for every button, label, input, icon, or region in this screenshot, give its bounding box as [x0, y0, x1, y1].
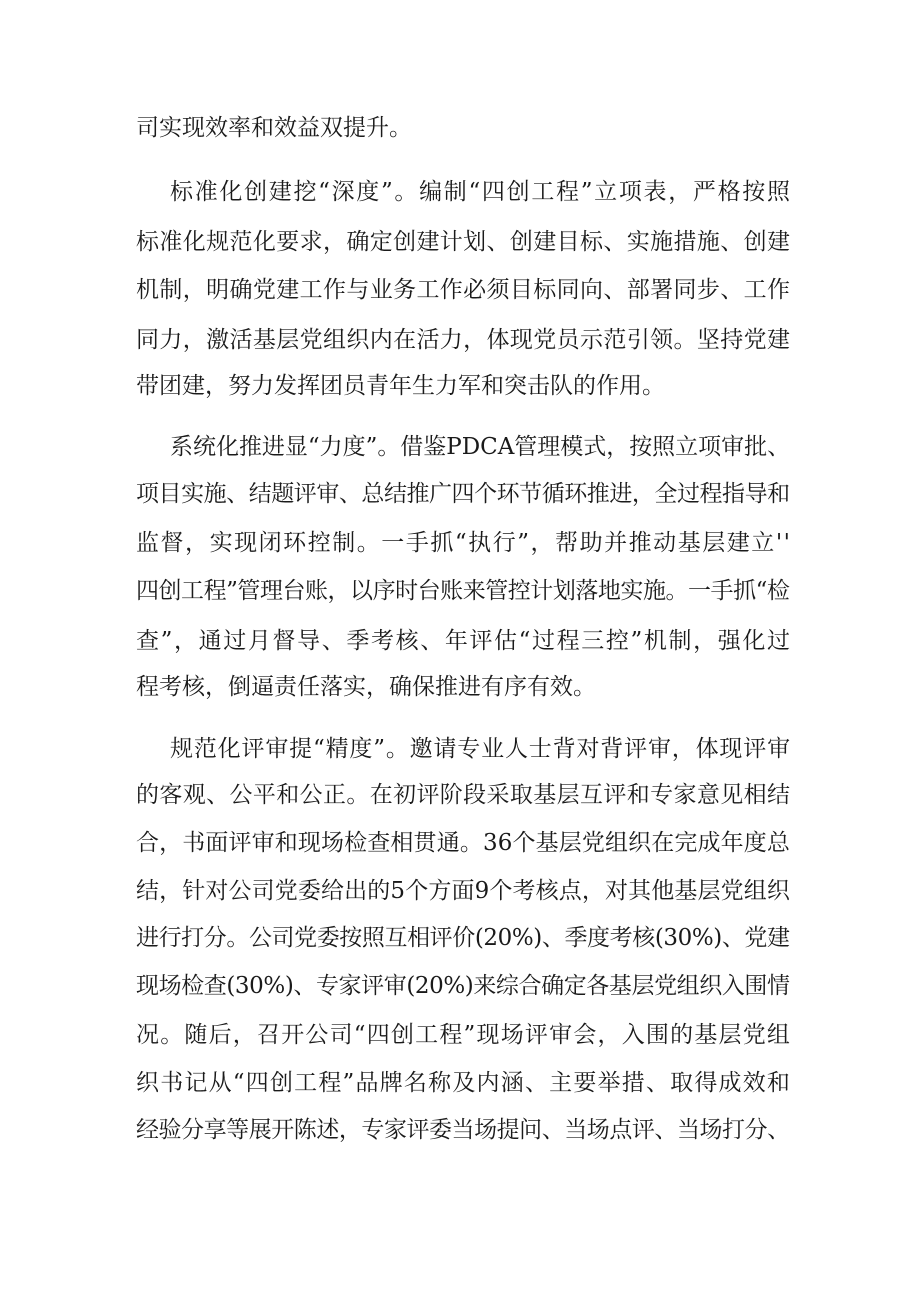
text-line — [0, 1066, 920, 1100]
text-line — [0, 430, 920, 464]
text-line — [0, 273, 920, 307]
text-line — [0, 574, 920, 608]
text-line — [0, 921, 920, 955]
text-line — [0, 1018, 920, 1052]
text-line — [0, 1113, 920, 1147]
line-text: 标准化创建挖“深度”。编制“四创工程”立项表，严格按照 — [170, 179, 792, 205]
text-line — [0, 323, 920, 357]
text-line — [0, 874, 920, 908]
line-text: 合，书面评审和现场检查相贯通。36个基层党组织在完成年度总 — [136, 830, 791, 856]
line-text: 现场检查(30%)、专家评审(20%)来综合确定各基层党组织入围情 — [136, 973, 790, 999]
line-text: 系统化推进显“力度”。借鉴PDCA管理模式，按照立项审批、 — [170, 434, 791, 460]
line-text: 带团建，努力发挥团员青年生力军和突击队的作用。 — [136, 373, 665, 399]
line-text: 查”，通过月督导、季考核、年评估“过程三控”机制，强化过 — [136, 628, 792, 654]
text-line — [0, 526, 920, 560]
text-line — [0, 175, 920, 209]
line-text: 项目实施、结题评审、总结推广四个环节循环推进，全过程指导和 — [136, 481, 790, 507]
line-text: 结，针对公司党委给出的5个方面9个考核点，对其他基层党组织 — [136, 878, 791, 904]
line-text: 进行打分。公司党委按照互相评价(20%)、季度考核(30%)、党建 — [136, 925, 790, 951]
line-text: 程考核，倒逼责任落实，确保推进有序有效。 — [136, 674, 596, 700]
line-text: 同力，激活基层党组织内在活力，体现党员示范引领。坚持党建 — [136, 327, 791, 353]
line-text: 机制，明确党建工作与业务工作必须目标同向、部署同步、工作 — [136, 277, 791, 303]
text-line — [0, 369, 920, 403]
text-line — [0, 624, 920, 658]
text-line — [0, 732, 920, 766]
text-line — [0, 111, 920, 145]
text-line — [0, 969, 920, 1003]
line-text: 四创工程”管理台账，以序时台账来管控计划落地实施。一手抓“检 — [136, 578, 790, 604]
line-text: 司实现效率和效益双提升。 — [136, 115, 412, 141]
text-line — [0, 225, 920, 259]
line-text: 标准化规范化要求，确定创建计划、创建目标、实施措施、创建 — [136, 229, 791, 255]
line-text: 经验分享等展开陈述，专家评委当场提问、当场点评、当场打分、 — [136, 1117, 790, 1143]
text-line — [0, 670, 920, 704]
line-text: 监督，实现闭环控制。一手抓“执行”，帮助并推动基层建立'' — [136, 530, 792, 556]
text-line — [0, 778, 920, 812]
line-text: 规范化评审提“精度”。邀请专业人士背对背评审，体现评审 — [170, 736, 791, 762]
line-text: 织书记从“四创工程”品牌名称及内涵、主要举措、取得成效和 — [136, 1070, 792, 1096]
line-text: 的客观、公平和公正。在初评阶段采取基层互评和专家意见相结 — [136, 782, 791, 808]
text-line — [0, 477, 920, 511]
text-line — [0, 826, 920, 860]
line-text: 况。随后，召开公司“四创工程”现场评审会，入围的基层党组 — [136, 1022, 792, 1048]
